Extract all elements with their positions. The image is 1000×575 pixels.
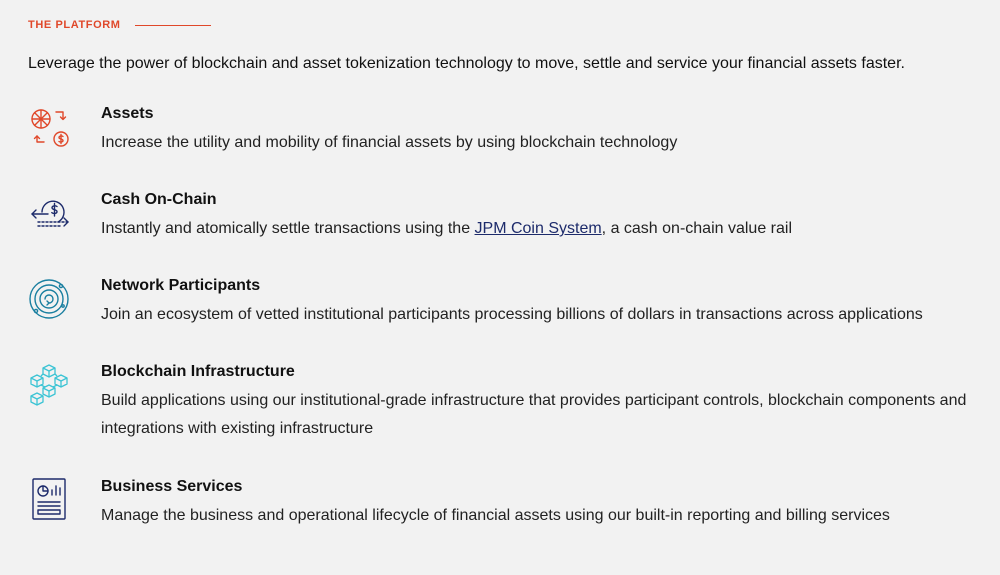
description-text-before: Instantly and atomically settle transactions using the: [101, 220, 475, 237]
intro-text: Leverage the power of blockchain and asset tokenization technology to move, settle and service your financial assets faster.: [28, 55, 905, 72]
jpm-coin-system-link[interactable]: JPM Coin System: [474, 220, 602, 237]
feature-title: Cash On-Chain: [101, 191, 217, 208]
eyebrow-divider: [135, 25, 211, 26]
cash-transfer-icon: [28, 194, 72, 238]
section-eyebrow: [28, 18, 211, 32]
feature-description: [101, 215, 986, 243]
feature-description: Increase the utility and mobility of financial assets by using blockchain technology: [101, 134, 678, 151]
feature-description: Build applications using our institutional-grade infrastructure that provides participant controls, blockchain components and integrations with existing infrastructure: [101, 392, 967, 437]
eyebrow-label: THE PLATFORM: [28, 19, 121, 31]
feature-description: Manage the business and operational lifecycle of financial assets using our built-in reporting and billing services: [101, 507, 890, 524]
asset-exchange-icon: [28, 106, 72, 150]
feature-title: Business Services: [101, 478, 243, 495]
feature-title: Network Participants: [101, 277, 261, 294]
description-text-after: , a cash on-chain value rail: [601, 220, 792, 237]
feature-description: Join an ecosystem of vetted institutional participants processing billions of dollars in transactions across applications: [101, 306, 923, 323]
network-orbit-icon: [28, 278, 72, 322]
feature-title: Assets: [101, 105, 154, 122]
blockchain-cubes-icon: [28, 362, 72, 406]
report-document-icon: [28, 477, 72, 521]
feature-title: Blockchain Infrastructure: [101, 363, 295, 380]
